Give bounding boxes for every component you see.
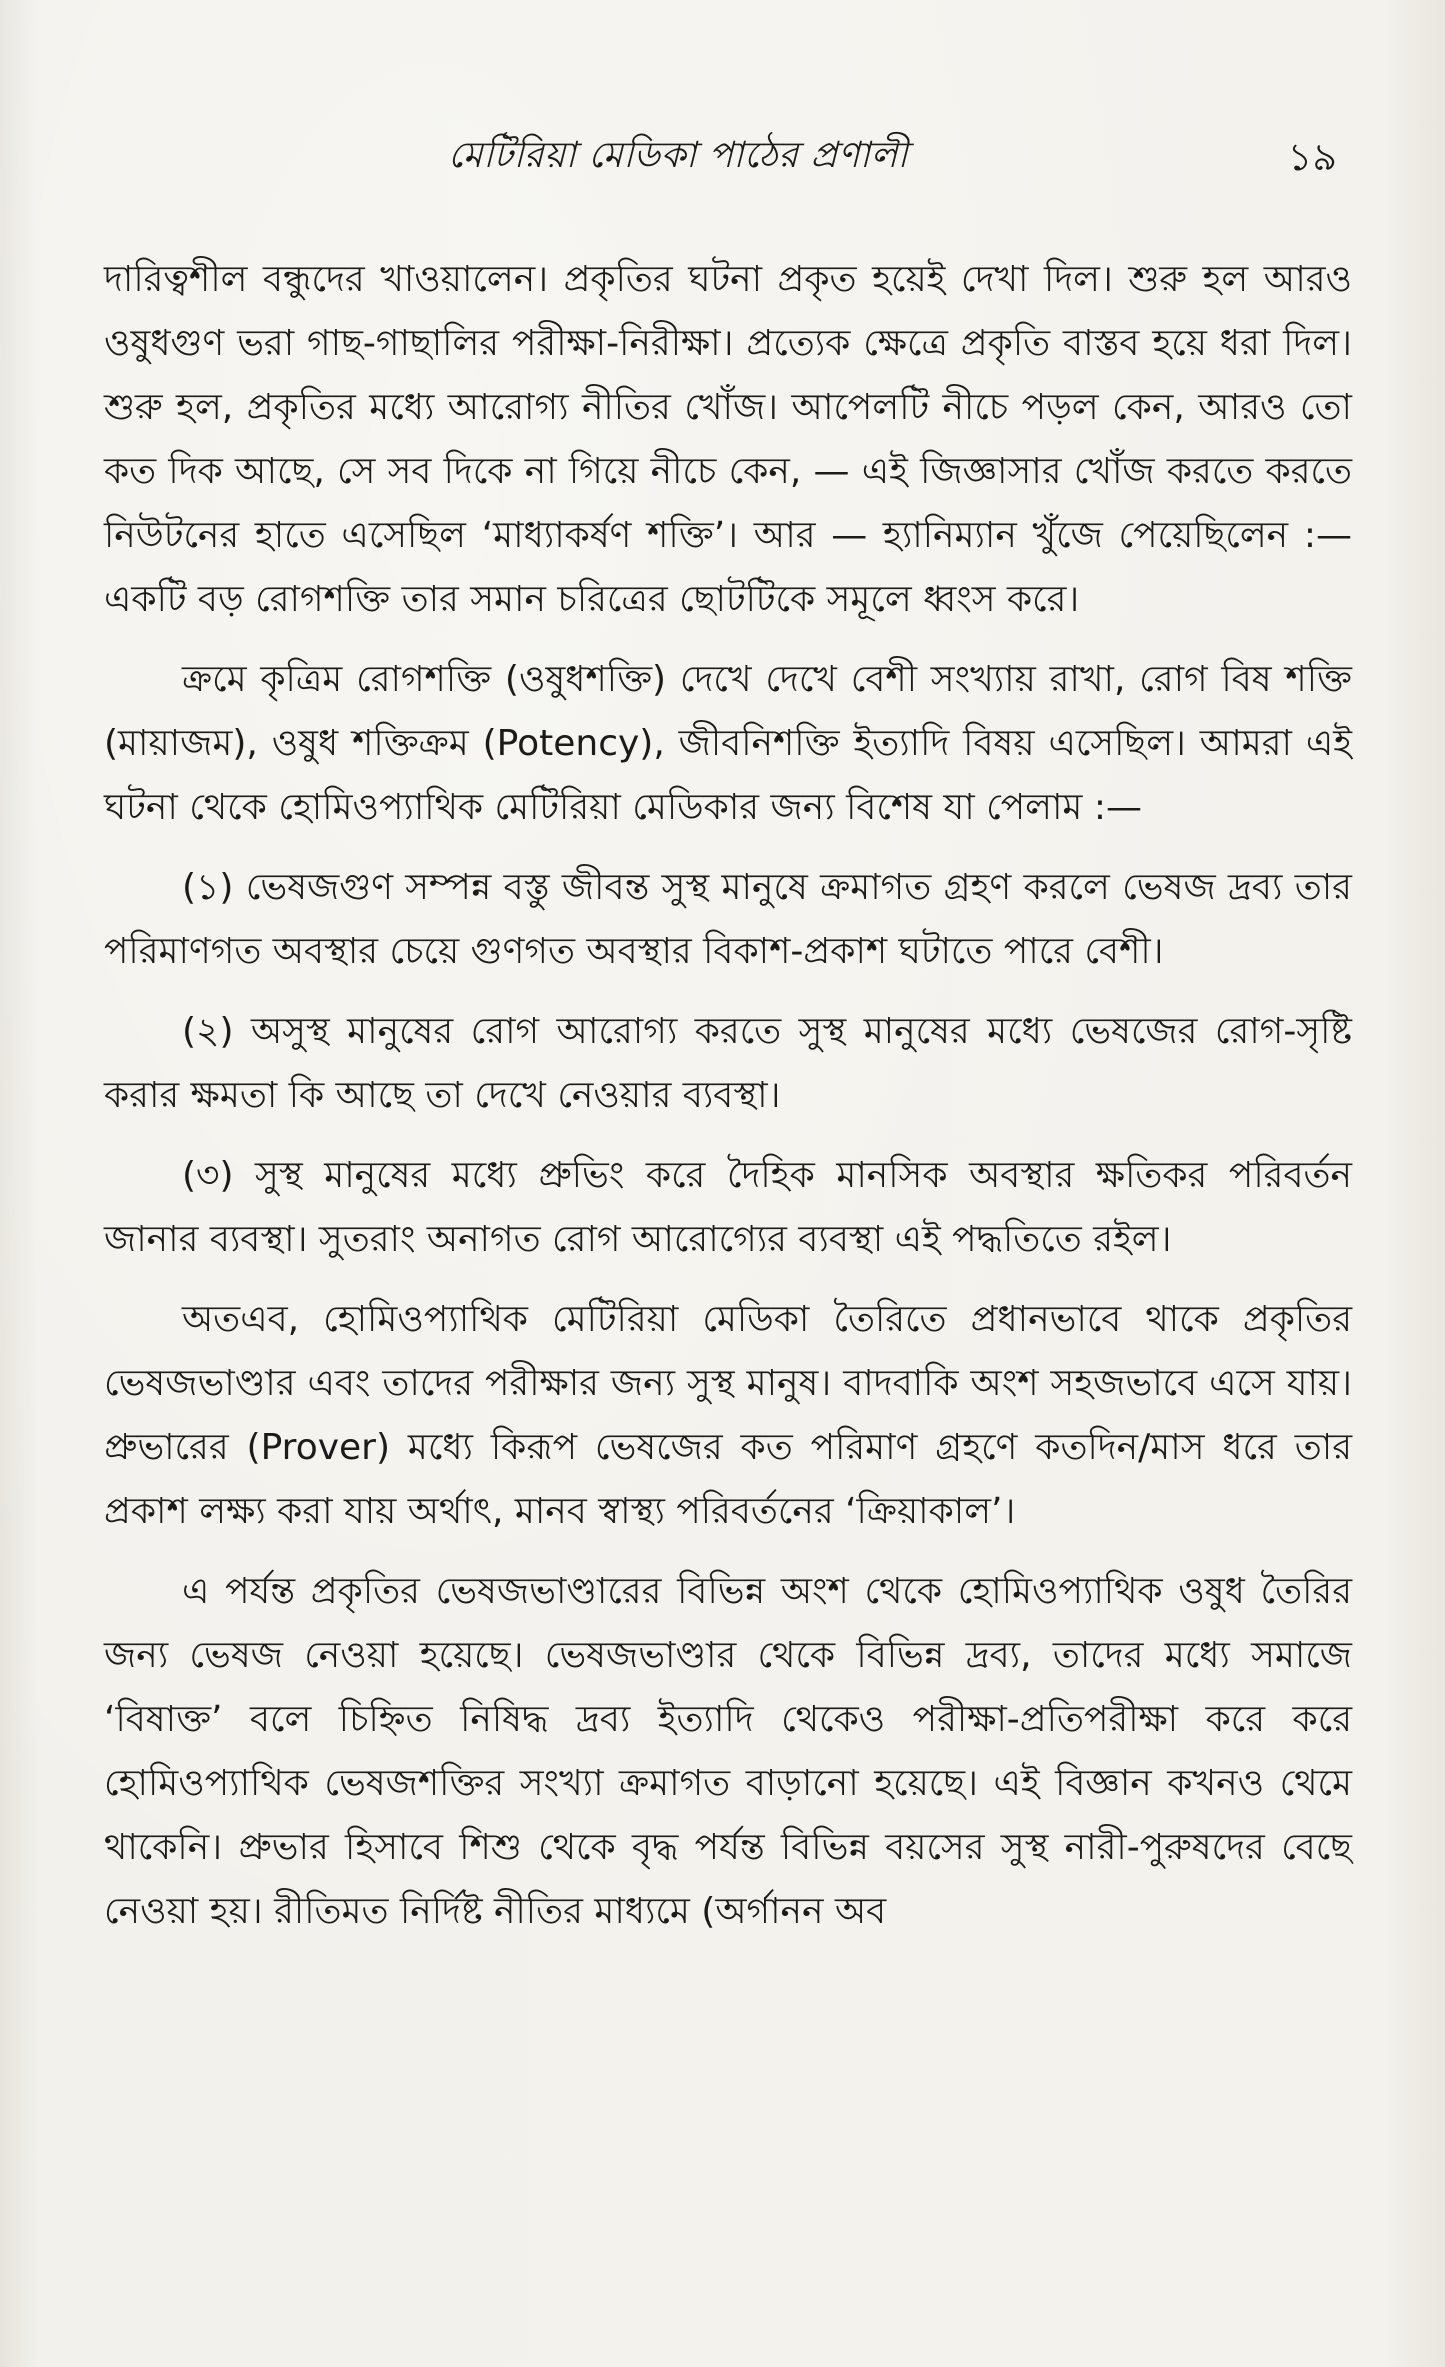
running-title: মেটিরিয়া মেডিকা পাঠের প্রণালী — [448, 135, 909, 176]
page-header — [0, 128, 1445, 188]
body-text — [104, 248, 1352, 1960]
paragraph: ক্রমে কৃত্রিম রোগশক্তি (ওষুধশক্তি) দেখে দেখে বেশী সংখ্যায় রাখা, রোগ বিষ শক্তি (মায়াজম), ওষুধ শক্তিক্রম (Potency), জীবনিশক্তি ইত্যাদি বিষয় এসেছিল। আমরা এই ঘটনা থেকে হোমিওপ্যাথিক মেটিরিয়া মেডিকার জন্য বিশেষ যা পেলাম :— — [104, 659, 1352, 828]
paragraph: (৩) সুস্থ মানুষের মধ্যে প্রুভিং করে দৈহিক মানসিক অবস্থার ক্ষতিকর পরিবর্তন জানার ব্যবস্থা। সুতরাং অনাগত রোগ আরোগ্যের ব্যবস্থা এই পদ্ধতিতে রইল। — [104, 1155, 1352, 1260]
paragraph: (২) অসুস্থ মানুষের রোগ আরোগ্য করতে সুস্থ মানুষের মধ্যে ভেষজের রোগ-সৃষ্টি করার ক্ষমতা কি আছে তা দেখে নেওয়ার ব্যবস্থা। — [104, 1011, 1352, 1116]
paragraph: (১) ভেষজগুণ সম্পন্ন বস্তু জীবন্ত সুস্থ মানুষে ক্রমাগত গ্রহণ করলে ভেষজ দ্রব্য তার পরিমাণগত অবস্থার চেয়ে গুণগত অবস্থার বিকাশ-প্রকাশ ঘটাতে পারে বেশী। — [104, 867, 1352, 972]
paragraph: দারিত্বশীল বন্ধুদের খাওয়ালেন। প্রকৃতির ঘটনা প্রকৃত হয়েই দেখা দিল। শুরু হল আরও ওষুধগুণ ভরা গাছ-গাছালির পরীক্ষা-নিরীক্ষা। প্রত্যেক ক্ষেত্রে প্রকৃতি বাস্তব হয়ে ধরা দিল। শুরু হল, প্রকৃতির মধ্যে আরোগ্য নীতির খোঁজ। আপেলটি নীচে পড়ল কেন, আরও তো কত দিক আছে, সে সব দিকে না গিয়ে নীচে কেন, — এই জিজ্ঞাসার খোঁজ করতে করতে নিউটনের হাতে এসেছিল ‘মাধ্যাকর্ষণ শক্তি’। আর — হ্যানিম্যান খুঁজে পেয়েছিলেন :— একটি বড় রোগশক্তি তার সমান চরিত্রের ছোটটিকে সমূলে ধ্বংস করে। — [104, 259, 1352, 620]
page-number: ১৯ — [1287, 135, 1337, 179]
paragraph: এ পর্যন্ত প্রকৃতির ভেষজভাণ্ডারের বিভিন্ন অংশ থেকে হোমিওপ্যাথিক ওষুধ তৈরির জন্য ভেষজ নেওয়া হয়েছে। ভেষজভাণ্ডার থেকে বিভিন্ন দ্রব্য, তাদের মধ্যে সমাজে ‘বিষাক্ত’ বলে চিহ্নিত নিষিদ্ধ দ্রব্য ইত্যাদি থেকেও পরীক্ষা-প্রতিপরীক্ষা করে করে হোমিওপ্যাথিক ভেষজশক্তির সংখ্যা ক্রমাগত বাড়ানো হয়েছে। এই বিজ্ঞান কখনও থেমে থাকেনি। প্রুভার হিসাবে শিশু থেকে বৃদ্ধ পর্যন্ত বিভিন্ন বয়সের সুস্থ নারী-পুরুষদের বেছে নেওয়া হয়। রীতিমত নির্দিষ্ট নীতির মাধ্যমে (অর্গানন অব — [104, 1571, 1352, 1932]
paragraph: অতএব, হোমিওপ্যাথিক মেটিরিয়া মেডিকা তৈরিতে প্রধানভাবে থাকে প্রকৃতির ভেষজভাণ্ডার এবং তাদের পরীক্ষার জন্য সুস্থ মানুষ। বাদবাকি অংশ সহজভাবে এসে যায়। প্রুভারের (Prover) মধ্যে কিরূপ ভেষজের কত পরিমাণ গ্রহণে কতদিন/মাস ধরে তার প্রকাশ লক্ষ্য করা যায় অর্থাৎ, মানব স্বাস্থ্য পরিবর্তনের ‘ক্রিয়াকাল’। — [104, 1299, 1352, 1532]
